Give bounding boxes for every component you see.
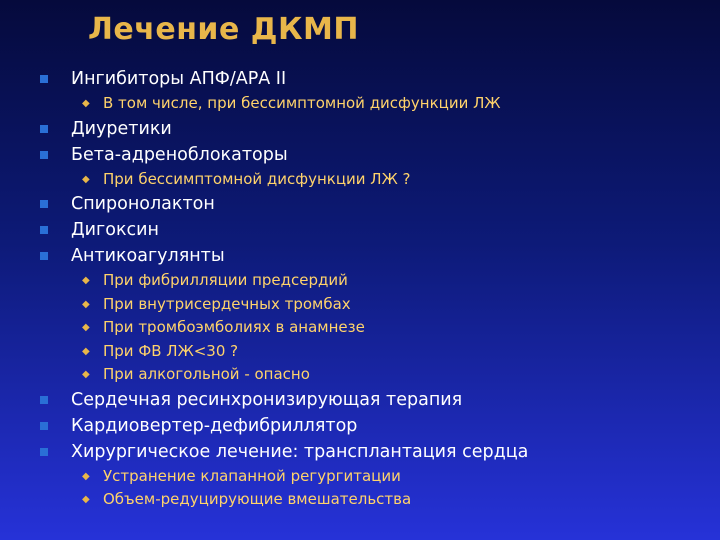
- square-bullet-icon: [40, 252, 48, 260]
- list-item-text: Хирургическое лечение: трансплантация сердца: [71, 441, 529, 462]
- diamond-bullet-icon: ◆: [82, 98, 90, 109]
- square-bullet-icon: [40, 200, 48, 208]
- diamond-bullet-icon: ◆: [82, 345, 90, 357]
- square-bullet-icon: [40, 396, 48, 404]
- list-item: [0, 243, 720, 269]
- square-bullet-icon: [40, 226, 48, 234]
- slide-title: Лечение ДКМП: [88, 12, 359, 47]
- list-item-text: Бета-адреноблокаторы: [71, 144, 288, 165]
- sub-list-item-text: При алкогольной - опасно: [103, 365, 310, 383]
- sub-list-item-text: В том числе, при бессимптомной дисфункции ЛЖ: [103, 94, 501, 112]
- diamond-bullet-icon: ◆: [82, 275, 90, 286]
- list-item: [0, 217, 720, 243]
- list-item: [0, 387, 720, 413]
- square-bullet-icon: [40, 448, 48, 456]
- diamond-bullet-icon: ◆: [82, 298, 90, 310]
- diamond-bullet-icon: ◆: [82, 369, 90, 380]
- sub-list-item: [0, 168, 720, 192]
- sub-list-item-text: При фибрилляции предсердий: [103, 271, 348, 289]
- sub-list-item-text: Объем-редуцирующие вмешательства: [103, 490, 412, 508]
- bullet-list: [0, 66, 720, 512]
- list-item: [0, 66, 720, 92]
- list-item-text: Сердечная ресинхронизирующая терапия: [71, 389, 463, 410]
- sub-list-item: [0, 340, 720, 364]
- list-item: [0, 142, 720, 168]
- list-item-text: Диуретики: [71, 118, 172, 139]
- square-bullet-icon: [40, 75, 48, 83]
- sub-list-item: [0, 316, 720, 340]
- diamond-bullet-icon: ◆: [82, 494, 90, 505]
- sub-list-item: [0, 363, 720, 387]
- square-bullet-icon: [40, 151, 48, 159]
- list-item: [0, 116, 720, 142]
- sub-list-item-text: Устранение клапанной регургитации: [103, 466, 401, 485]
- list-item-text: Кардиовертер-дефибриллятор: [71, 415, 358, 436]
- sub-list-item: [0, 488, 720, 512]
- sub-list-item-text: При бессимптомной дисфункции ЛЖ ?: [103, 169, 411, 188]
- diamond-bullet-icon: ◆: [82, 173, 90, 185]
- list-item-text: Дигоксин: [71, 220, 159, 240]
- square-bullet-icon: [40, 125, 48, 133]
- list-item: [0, 439, 720, 465]
- square-bullet-icon: [40, 422, 48, 430]
- list-item: [0, 191, 720, 217]
- sub-list-item-text: При тромбоэмболиях в анамнезе: [103, 318, 365, 336]
- list-item-text: Ингибиторы АПФ/АРА II: [71, 69, 287, 89]
- list-item: [0, 413, 720, 439]
- sub-list-item: [0, 92, 720, 116]
- list-item-text: Антикоагулянты: [71, 246, 225, 266]
- list-item-text: Спиронолактон: [71, 194, 215, 214]
- diamond-bullet-icon: ◆: [82, 322, 90, 333]
- diamond-bullet-icon: ◆: [82, 470, 90, 482]
- sub-list-item: [0, 293, 720, 317]
- sub-list-item-text: При внутрисердечных тромбах: [103, 294, 351, 313]
- sub-list-item-text: При ФВ ЛЖ<30 ?: [103, 341, 239, 360]
- sub-list-item: [0, 269, 720, 293]
- sub-list-item: [0, 465, 720, 489]
